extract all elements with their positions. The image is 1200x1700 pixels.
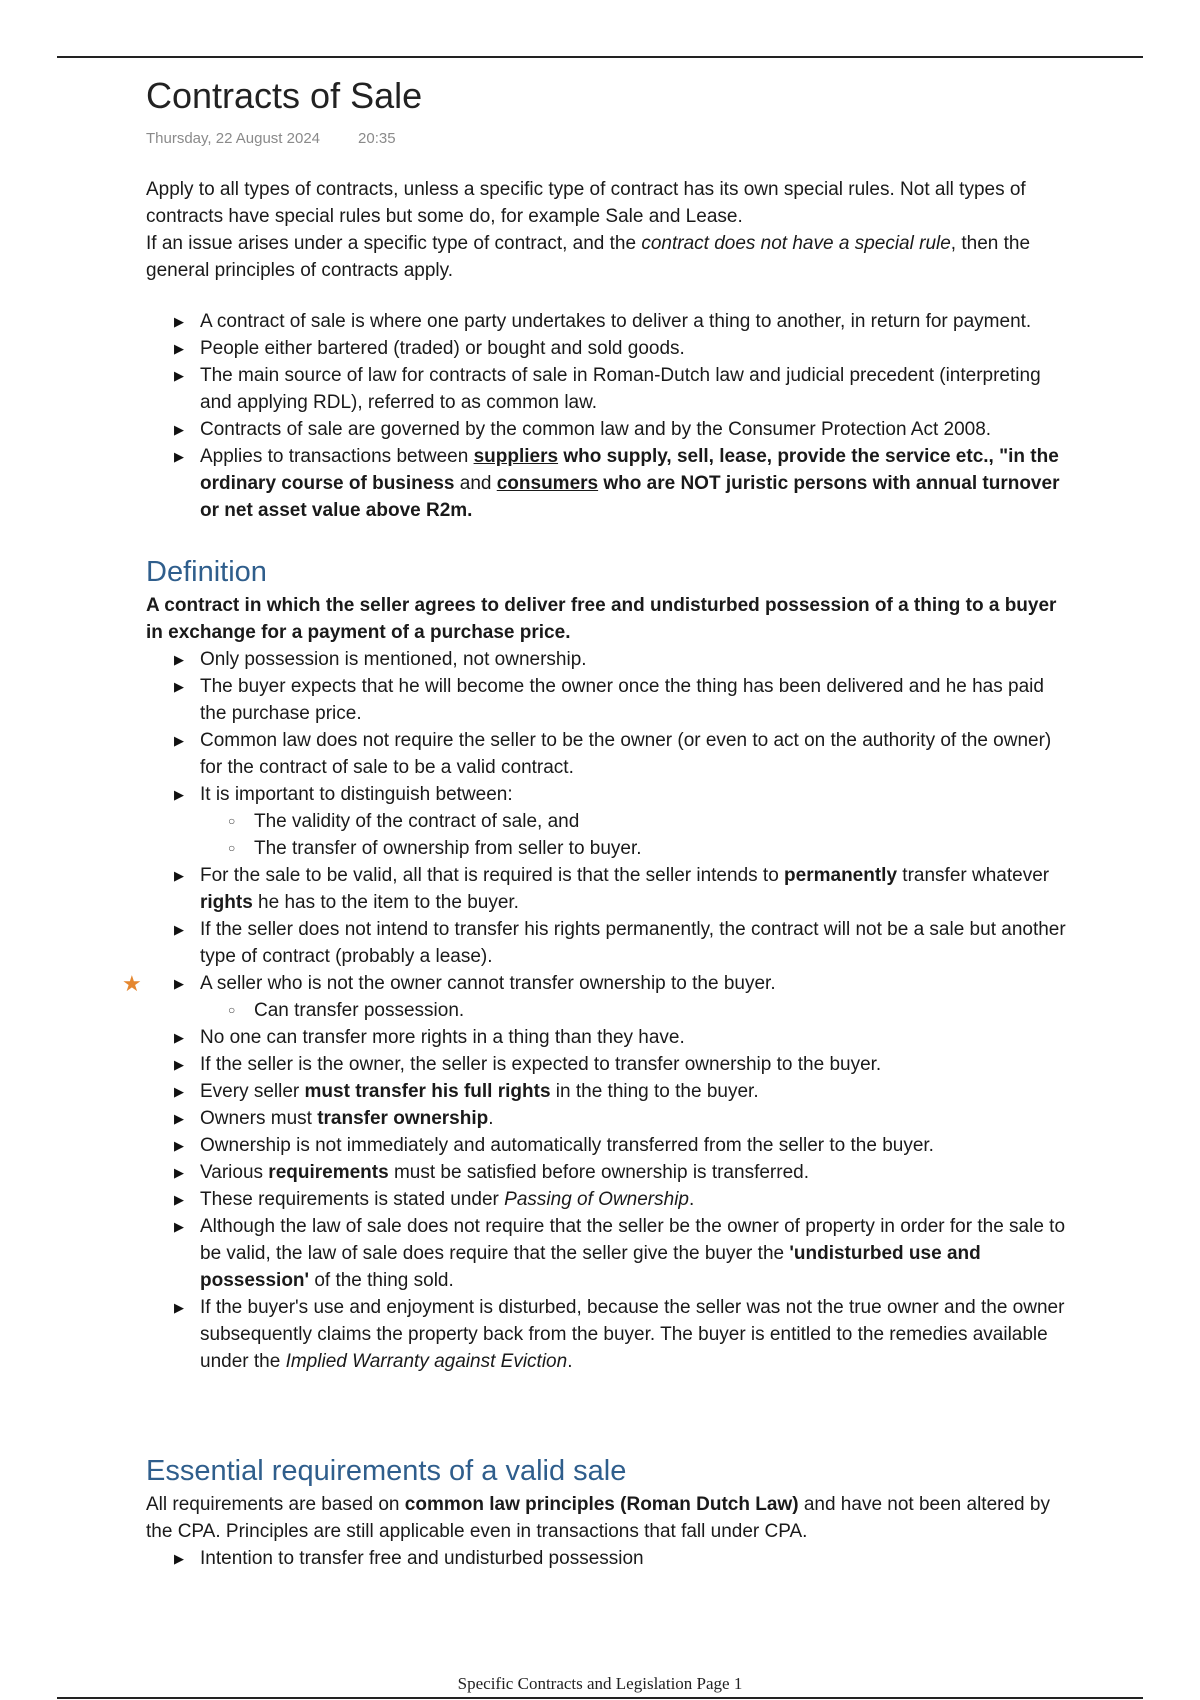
list-item bbox=[174, 781, 1066, 862]
list-item bbox=[174, 727, 1066, 781]
list-item-text: It is important to distinguish between: bbox=[200, 784, 513, 805]
triangle-bullet-icon: ▶ bbox=[174, 652, 184, 667]
list-item bbox=[174, 1545, 1066, 1572]
sub-list-item bbox=[228, 997, 1066, 1024]
triangle-bullet-icon: ▶ bbox=[174, 922, 184, 937]
list-item bbox=[174, 862, 1066, 916]
list-item bbox=[174, 673, 1066, 727]
text-run: transfer whatever bbox=[897, 865, 1050, 886]
text-run: must be satisfied before ownership is transferred. bbox=[388, 1162, 809, 1183]
list-item-text: If the seller is the owner, the seller is expected to transfer ownership to the buyer. bbox=[200, 1054, 882, 1075]
triangle-bullet-icon: ▶ bbox=[174, 1030, 184, 1045]
list-item-text: Contracts of sale are governed by the common law and by the Consumer Protection Act 2008. bbox=[200, 419, 992, 440]
bottom-rule bbox=[57, 1697, 1143, 1699]
triangle-bullet-icon: ▶ bbox=[174, 1219, 184, 1234]
underlined-term: suppliers bbox=[473, 446, 559, 467]
bold-run: common law principles (Roman Dutch Law) bbox=[404, 1494, 799, 1515]
triangle-bullet-icon: ▶ bbox=[174, 341, 184, 356]
top-rule bbox=[57, 56, 1143, 58]
bold-run: must transfer his full rights bbox=[304, 1081, 551, 1102]
list-item bbox=[174, 362, 1066, 416]
list-item bbox=[174, 1078, 1066, 1105]
definition-bullet-list bbox=[122, 646, 1066, 1375]
text-run: If an issue arises under a specific type of contract, and the bbox=[146, 233, 642, 254]
text-run: Applies to transactions between bbox=[200, 446, 474, 467]
triangle-bullet-icon: ▶ bbox=[174, 733, 184, 748]
list-item bbox=[174, 1132, 1066, 1159]
list-item bbox=[174, 1186, 1066, 1213]
triangle-bullet-icon: ▶ bbox=[174, 422, 184, 437]
text-run: . bbox=[488, 1108, 494, 1129]
text-run: Owners must bbox=[200, 1108, 318, 1129]
intro-section bbox=[146, 176, 1066, 284]
text-run: in the thing to the buyer. bbox=[550, 1081, 759, 1102]
list-item bbox=[174, 1024, 1066, 1051]
bold-run: rights bbox=[200, 892, 253, 913]
definition-lead: A contract in which the seller agrees to deliver free and undisturbed possession of a thing to a buyer in exchange for a payment of a purchase price. bbox=[146, 595, 1057, 643]
list-item bbox=[122, 970, 1066, 1024]
sub-list bbox=[228, 808, 1066, 862]
list-item bbox=[174, 1105, 1066, 1132]
bold-run: requirements bbox=[268, 1162, 389, 1183]
text-run: . bbox=[567, 1351, 573, 1372]
triangle-bullet-icon: ▶ bbox=[174, 679, 184, 694]
triangle-bullet-icon: ▶ bbox=[174, 1057, 184, 1072]
text-run: These requirements is stated under bbox=[200, 1189, 505, 1210]
sub-list-item bbox=[228, 808, 1066, 835]
list-item bbox=[174, 443, 1066, 524]
intro-paragraph-1: Apply to all types of contracts, unless a specific type of contract has its own special rules. Not all types of contracts have special rules but some do, for example Sale and Lease. bbox=[146, 179, 1026, 227]
text-run: of the thing sold. bbox=[309, 1270, 454, 1291]
text-run: For the sale to be valid, all that is required is that the seller intends to bbox=[200, 865, 785, 886]
triangle-bullet-icon: ▶ bbox=[174, 1165, 184, 1180]
list-item-text: The buyer expects that he will become the owner once the thing has been delivered and he has paid the purchase price. bbox=[200, 676, 1044, 724]
italic-run: Implied Warranty against Eviction bbox=[285, 1351, 568, 1372]
italic-run: contract does not have a special rule bbox=[641, 233, 951, 254]
text-run: Various bbox=[200, 1162, 269, 1183]
triangle-bullet-icon: ▶ bbox=[174, 314, 184, 329]
list-item-text: The validity of the contract of sale, and bbox=[254, 811, 580, 832]
circle-bullet-icon: ○ bbox=[228, 814, 236, 828]
triangle-bullet-icon: ▶ bbox=[174, 1551, 184, 1566]
list-item bbox=[174, 416, 1066, 443]
page-footer: Specific Contracts and Legislation Page 1 bbox=[457, 1674, 743, 1693]
essentials-heading: Essential requirements of a valid sale bbox=[146, 1455, 627, 1487]
list-item bbox=[174, 308, 1066, 335]
bold-run: transfer ownership bbox=[317, 1108, 489, 1129]
bold-run: 'undisturbed use and possession' bbox=[200, 1243, 981, 1291]
circle-bullet-icon: ○ bbox=[228, 1003, 236, 1017]
essentials-bullet-list bbox=[174, 1545, 1066, 1572]
triangle-bullet-icon: ▶ bbox=[174, 1111, 184, 1126]
text-run: and have not been altered by the CPA. Principles are still applicable even in transactions that fall under CPA. bbox=[146, 1494, 1050, 1542]
list-item-text: The transfer of ownership from seller to buyer. bbox=[254, 838, 642, 859]
list-item-text: Ownership is not immediately and automatically transferred from the seller to the buyer. bbox=[200, 1135, 934, 1156]
underlined-term: consumers bbox=[496, 473, 599, 494]
triangle-bullet-icon: ▶ bbox=[174, 787, 184, 802]
text-run: . bbox=[689, 1189, 695, 1210]
bold-run: who are NOT juristic persons with annual turnover or net asset value above R2m. bbox=[200, 473, 1060, 521]
text-run: and bbox=[454, 473, 497, 494]
triangle-bullet-icon: ▶ bbox=[174, 449, 184, 464]
list-item-text: If the seller does not intend to transfer his rights permanently, the contract will not be a sale but another type of contract (probably a lease). bbox=[200, 919, 1066, 967]
list-item-text: Can transfer possession. bbox=[254, 1000, 465, 1021]
list-item bbox=[174, 1159, 1066, 1186]
list-item-text: People either bartered (traded) or bought and sold goods. bbox=[200, 338, 685, 359]
page-dateline bbox=[146, 128, 1066, 150]
triangle-bullet-icon: ▶ bbox=[174, 1192, 184, 1207]
text-run: All requirements are based on bbox=[146, 1494, 405, 1515]
italic-run: Passing of Ownership bbox=[504, 1189, 689, 1210]
intro-paragraph-2 bbox=[146, 230, 1066, 284]
list-item-text: Intention to transfer free and undisturbed possession bbox=[200, 1548, 644, 1569]
intro-bullet-list bbox=[174, 308, 1066, 524]
page-date: Thursday, 22 August 2024 bbox=[146, 130, 321, 147]
list-item-text: A seller who is not the owner cannot transfer ownership to the buyer. bbox=[200, 973, 776, 994]
list-item-text: The main source of law for contracts of sale in Roman-Dutch law and judicial precedent (interpreting and applying RDL), referred to as common law. bbox=[200, 365, 1041, 413]
text-run: he has to the item to the buyer. bbox=[252, 892, 519, 913]
list-item-text: Only possession is mentioned, not ownership. bbox=[200, 649, 587, 670]
list-item bbox=[174, 916, 1066, 970]
page-title: Contracts of Sale bbox=[146, 75, 423, 116]
sub-list bbox=[228, 997, 1066, 1024]
page-time: 20:35 bbox=[358, 130, 396, 147]
circle-bullet-icon: ○ bbox=[228, 841, 236, 855]
triangle-bullet-icon: ▶ bbox=[174, 1300, 184, 1315]
star-tag-icon[interactable]: ★ bbox=[122, 971, 142, 996]
note-page bbox=[122, 70, 1066, 1572]
list-item-text: A contract of sale is where one party undertakes to deliver a thing to another, in return for payment. bbox=[200, 311, 1032, 332]
list-item bbox=[174, 1213, 1066, 1294]
text-run: , then the general principles of contracts apply. bbox=[146, 233, 1031, 281]
text-run: If the buyer's use and enjoyment is disturbed, because the seller was not the true owner and the owner subsequently claims the property back from the buyer. The buyer is entitled to the remedies available under the bbox=[200, 1297, 1065, 1372]
triangle-bullet-icon: ▶ bbox=[174, 368, 184, 383]
text-run: Every seller bbox=[200, 1081, 305, 1102]
bold-run: who supply, sell, lease, provide the service etc., "in the ordinary course of business bbox=[200, 446, 1059, 494]
text-run: Although the law of sale does not require that the seller be the owner of property in order for the sale to be valid, the law of sale does require that the seller give the buyer the bbox=[200, 1216, 1066, 1264]
triangle-bullet-icon: ▶ bbox=[174, 868, 184, 883]
list-item-text: No one can transfer more rights in a thing than they have. bbox=[200, 1027, 685, 1048]
list-item bbox=[174, 335, 1066, 362]
sub-list-item bbox=[228, 835, 1066, 862]
list-item-text: Common law does not require the seller to be the owner (or even to act on the authority of the owner) for the contract of sale to be a valid contract. bbox=[200, 730, 1052, 778]
definition-heading: Definition bbox=[146, 556, 267, 588]
triangle-bullet-icon: ▶ bbox=[174, 1084, 184, 1099]
triangle-bullet-icon: ▶ bbox=[174, 1138, 184, 1153]
list-item bbox=[174, 1294, 1066, 1375]
list-item bbox=[174, 646, 1066, 673]
list-item bbox=[174, 1051, 1066, 1078]
essentials-paragraph bbox=[146, 1491, 1066, 1545]
triangle-bullet-icon: ▶ bbox=[174, 976, 184, 991]
bold-run: permanently bbox=[784, 865, 898, 886]
